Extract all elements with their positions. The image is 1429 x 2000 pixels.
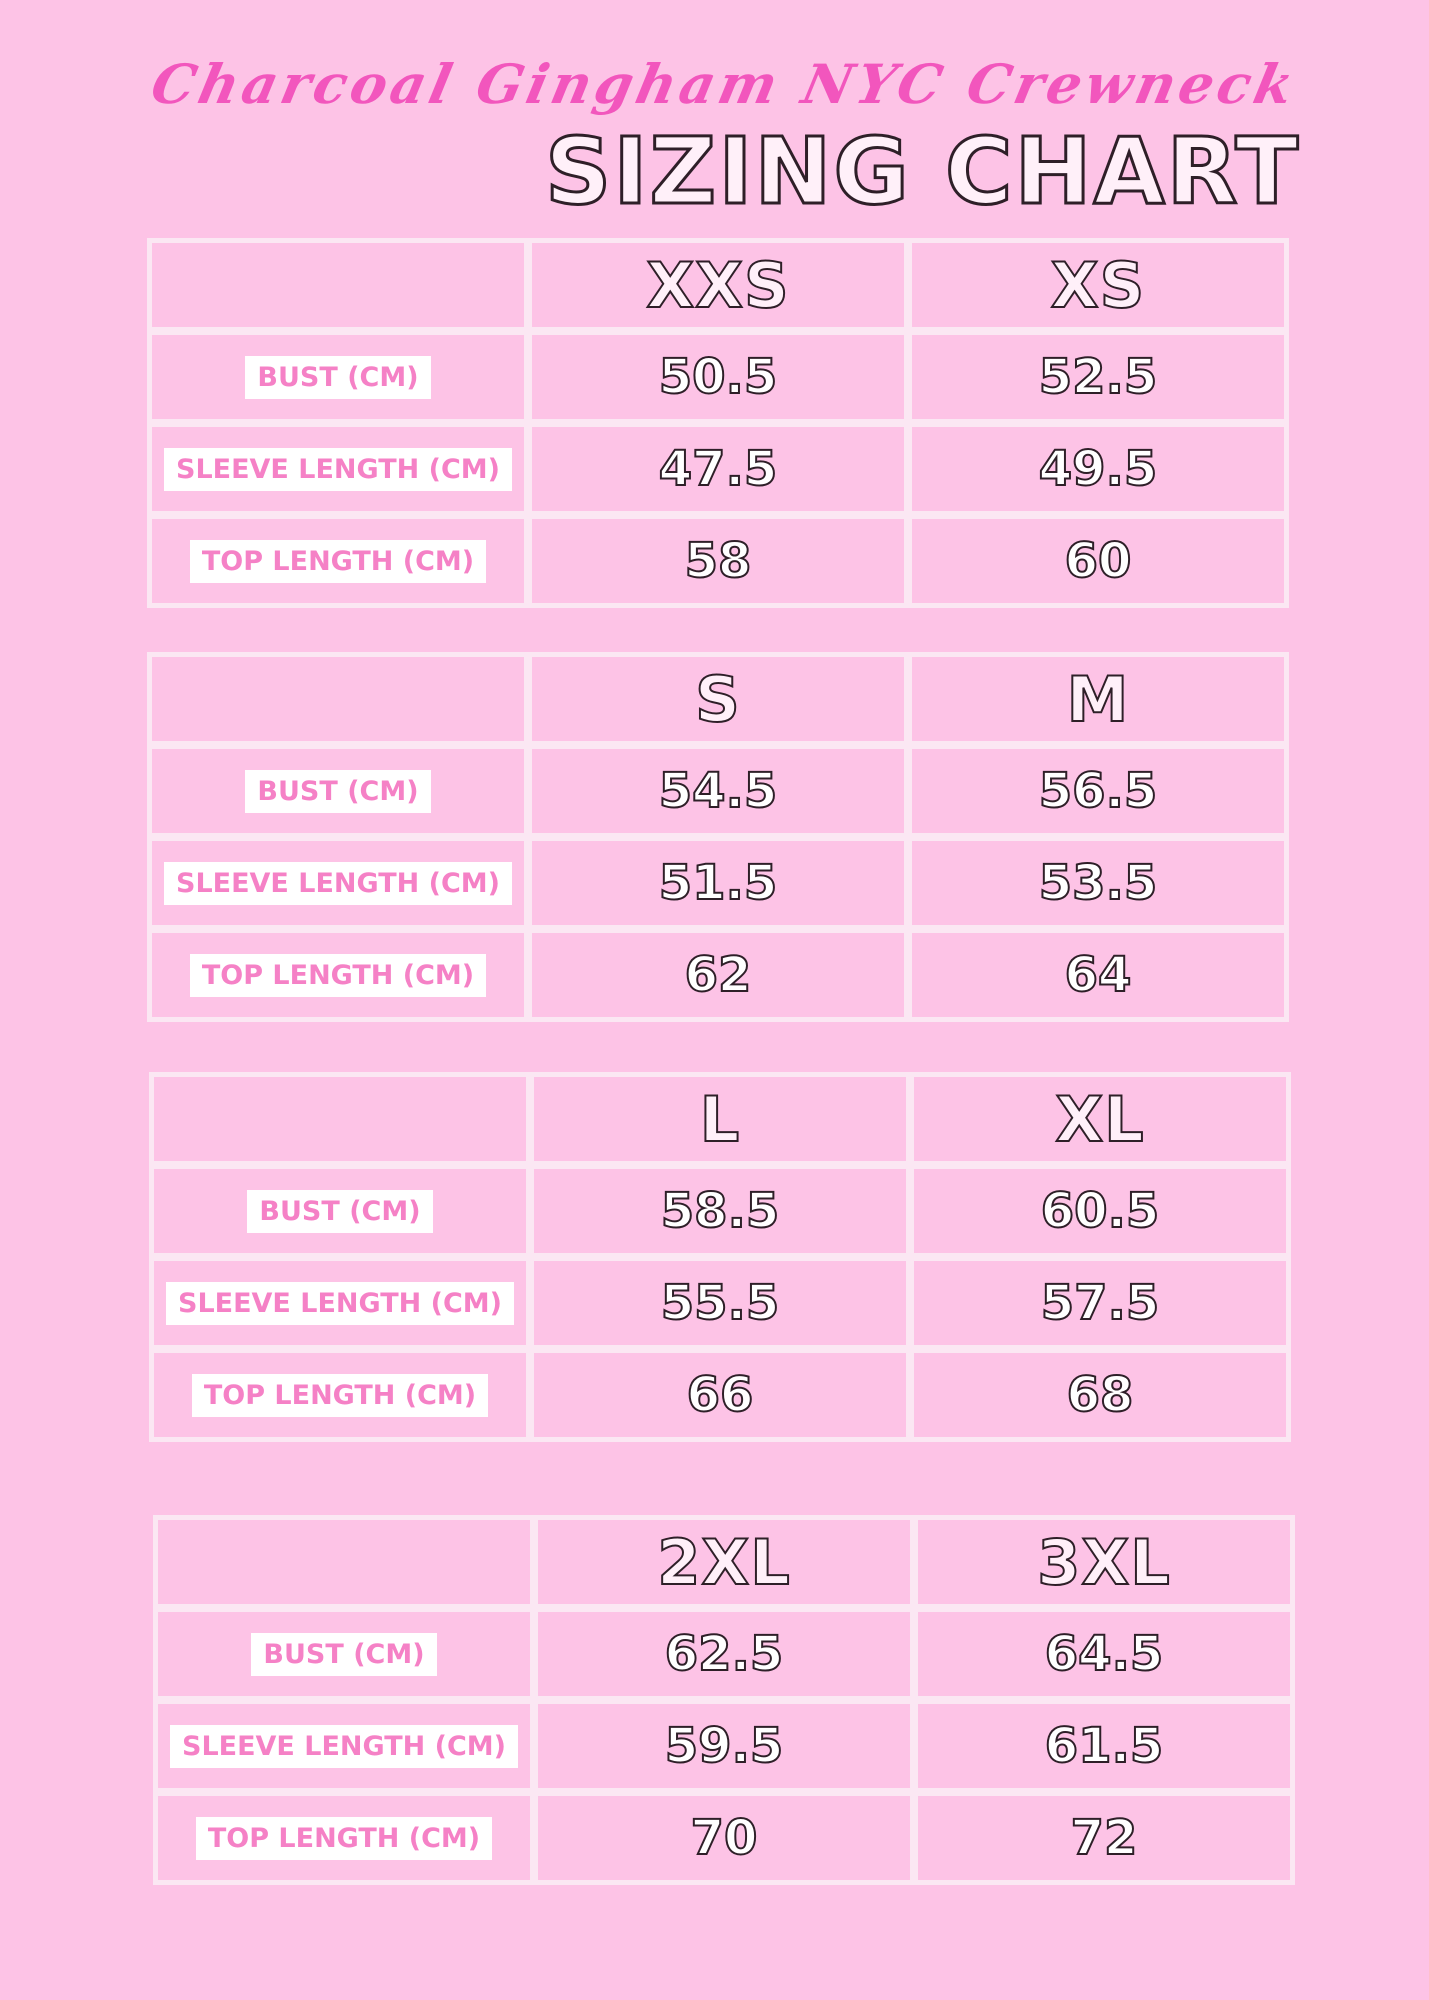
value-cell <box>912 335 1284 419</box>
row-label-cell <box>158 1612 530 1696</box>
value-cell <box>918 1612 1290 1696</box>
table-corner-cell <box>158 1520 530 1604</box>
bust-value: 54.5 <box>658 763 778 819</box>
top-length-value: 66 <box>686 1367 754 1423</box>
bust-value: 58.5 <box>660 1183 780 1239</box>
top-length-value: 58 <box>684 533 752 589</box>
sleeve-length-label: SLEEVE LENGTH (CM) <box>166 1282 514 1325</box>
top-length-value: 60 <box>1064 533 1132 589</box>
value-cell <box>538 1704 910 1788</box>
top-length-value: 68 <box>1066 1367 1134 1423</box>
value-cell <box>532 749 904 833</box>
value-cell <box>534 1169 906 1253</box>
row-label-cell <box>158 1704 530 1788</box>
size-table-xxs-xs <box>147 238 1289 608</box>
value-cell <box>914 1353 1286 1437</box>
size-table-s-m <box>147 652 1289 1022</box>
size-header-cell <box>914 1077 1286 1161</box>
row-label-cell <box>152 749 524 833</box>
bust-label: BUST (CM) <box>245 770 430 813</box>
table-corner-cell <box>152 243 524 327</box>
size-header-cell <box>538 1520 910 1604</box>
size-header: XS <box>1050 248 1146 322</box>
top-length-label: TOP LENGTH (CM) <box>190 954 486 997</box>
bust-label: BUST (CM) <box>245 356 430 399</box>
sleeve-length-value: 61.5 <box>1044 1718 1164 1774</box>
sleeve-length-value: 59.5 <box>664 1718 784 1774</box>
bust-value: 52.5 <box>1038 349 1158 405</box>
sleeve-length-value: 55.5 <box>660 1275 780 1331</box>
page-subtitle: Charcoal Gingham NYC Crewneck <box>145 52 1304 116</box>
value-cell <box>534 1261 906 1345</box>
value-cell <box>538 1612 910 1696</box>
value-cell <box>912 841 1284 925</box>
value-cell <box>534 1353 906 1437</box>
value-cell <box>912 933 1284 1017</box>
sleeve-length-value: 47.5 <box>658 441 778 497</box>
size-header-cell <box>532 657 904 741</box>
value-cell <box>918 1796 1290 1880</box>
bust-label: BUST (CM) <box>247 1190 432 1233</box>
table-corner-cell <box>152 657 524 741</box>
sleeve-length-label: SLEEVE LENGTH (CM) <box>164 448 512 491</box>
sleeve-length-label: SLEEVE LENGTH (CM) <box>164 862 512 905</box>
bust-value: 50.5 <box>658 349 778 405</box>
bust-value: 56.5 <box>1038 763 1158 819</box>
sleeve-length-value: 51.5 <box>658 855 778 911</box>
size-table-l-xl <box>149 1072 1291 1442</box>
size-header-cell <box>912 243 1284 327</box>
size-header-cell <box>532 243 904 327</box>
sleeve-length-value: 57.5 <box>1040 1275 1160 1331</box>
value-cell <box>914 1261 1286 1345</box>
value-cell <box>914 1169 1286 1253</box>
size-header: M <box>1066 662 1130 736</box>
row-label-cell <box>154 1169 526 1253</box>
row-label-cell <box>154 1353 526 1437</box>
sleeve-length-label: SLEEVE LENGTH (CM) <box>170 1725 518 1768</box>
size-header-cell <box>534 1077 906 1161</box>
value-cell <box>532 841 904 925</box>
table-corner-cell <box>154 1077 526 1161</box>
size-header: L <box>699 1082 741 1156</box>
row-label-cell <box>158 1796 530 1880</box>
value-cell <box>538 1796 910 1880</box>
size-header: XL <box>1055 1082 1145 1156</box>
top-length-value: 72 <box>1070 1810 1138 1866</box>
sleeve-length-value: 53.5 <box>1038 855 1158 911</box>
value-cell <box>532 933 904 1017</box>
sleeve-length-value: 49.5 <box>1038 441 1158 497</box>
row-label-cell <box>152 841 524 925</box>
size-table-2xl-3xl <box>153 1515 1295 1885</box>
value-cell <box>912 427 1284 511</box>
row-label-cell <box>154 1261 526 1345</box>
row-label-cell <box>152 427 524 511</box>
size-header-cell <box>912 657 1284 741</box>
value-cell <box>532 427 904 511</box>
row-label-cell <box>152 933 524 1017</box>
size-header: 2XL <box>657 1525 791 1599</box>
value-cell <box>912 519 1284 603</box>
value-cell <box>532 519 904 603</box>
top-length-label: TOP LENGTH (CM) <box>196 1817 492 1860</box>
top-length-label: TOP LENGTH (CM) <box>190 540 486 583</box>
value-cell <box>532 335 904 419</box>
bust-value: 60.5 <box>1040 1183 1160 1239</box>
row-label-cell <box>152 335 524 419</box>
bust-value: 62.5 <box>664 1626 784 1682</box>
top-length-value: 64 <box>1064 947 1132 1003</box>
top-length-value: 62 <box>684 947 752 1003</box>
top-length-value: 70 <box>690 1810 758 1866</box>
size-header-cell <box>918 1520 1290 1604</box>
row-label-cell <box>152 519 524 603</box>
bust-label: BUST (CM) <box>251 1633 436 1676</box>
size-header: S <box>695 662 741 736</box>
page-title: SIZING CHART <box>545 118 1301 225</box>
top-length-label: TOP LENGTH (CM) <box>192 1374 488 1417</box>
value-cell <box>912 749 1284 833</box>
size-header: XXS <box>646 248 790 322</box>
size-header: 3XL <box>1037 1525 1171 1599</box>
value-cell <box>918 1704 1290 1788</box>
bust-value: 64.5 <box>1044 1626 1164 1682</box>
